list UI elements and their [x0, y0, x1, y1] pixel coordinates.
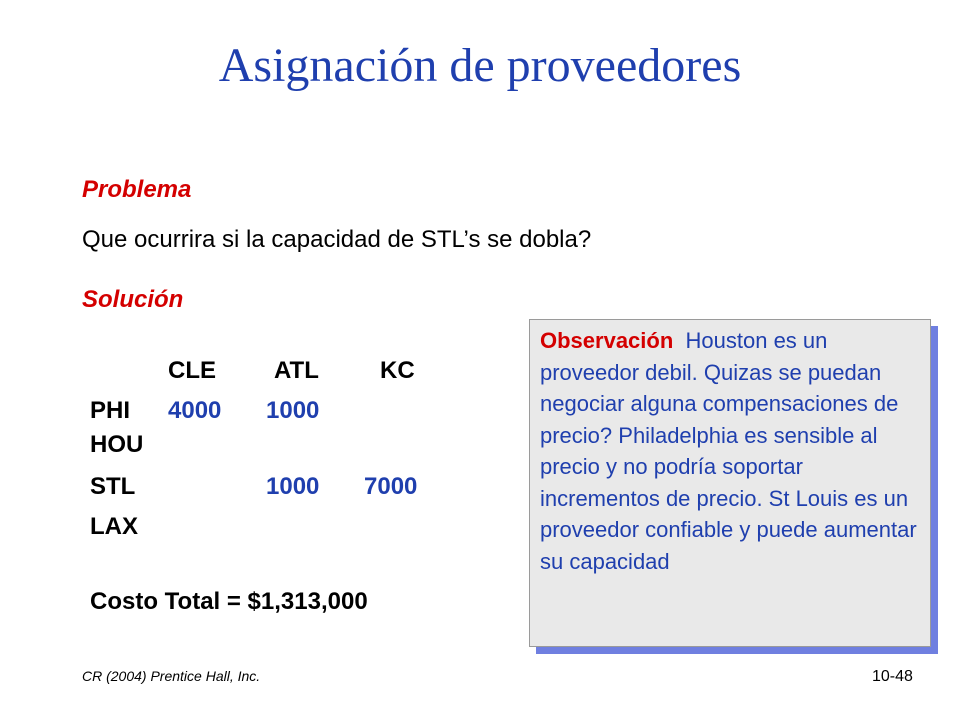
row-label-lax: LAX [90, 513, 138, 540]
problem-question: Que ocurrira si la capacidad de STL’s se dobla? [82, 226, 592, 253]
solution-heading: Solución [82, 286, 184, 313]
column-header-cle: CLE [168, 357, 216, 384]
observation-note [529, 319, 931, 647]
observation-label: Observación [540, 328, 674, 353]
row-label-stl: STL [90, 473, 136, 500]
cell-stl-atl: 1000 [266, 473, 320, 500]
cell-phi-cle: 4000 [168, 397, 222, 424]
cell-stl-kc: 7000 [364, 473, 418, 500]
row-label-phi: PHI [90, 397, 131, 424]
problem-heading: Problema [82, 176, 192, 203]
slide-title: Asignación de proveedores [218, 39, 742, 92]
row-label-hou: HOU [90, 431, 144, 458]
footer-page-number: 10-48 [872, 668, 913, 685]
footer-copyright: CR (2004) Prentice Hall, Inc. [82, 668, 261, 684]
observation-text: Houston es un proveedor debil. Quizas se puedan negociar alguna compensaciones de precio? Philadelphia es sensible al precio y no podría soportar incrementos de precio. St Louis es un proveedor confiable y puede aumentar su capacidad [540, 328, 917, 574]
column-header-atl: ATL [274, 357, 319, 384]
column-header-kc: KC [380, 357, 415, 384]
cell-phi-atl: 1000 [266, 397, 320, 424]
total-cost: Costo Total = $1,313,000 [90, 588, 368, 615]
